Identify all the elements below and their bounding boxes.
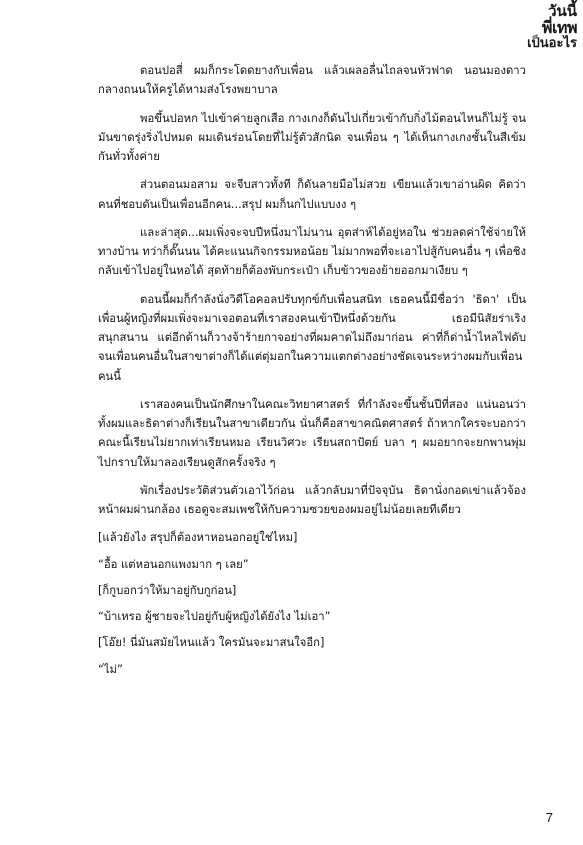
logo-line-3: เป็นอะไร (527, 36, 577, 51)
dialogue-line: “บ้าเหรอ ผู้ชายจะไปอยู่กับผู้หญิงได้ยังไง ไม่เอา” (98, 610, 331, 623)
logo-line-1: วันนี้ (548, 2, 577, 20)
dialogue-line: “ไม่” (98, 662, 123, 676)
dialogue-line: [แล้วยังไง สรุปก็ต้องหาหอนอกอยู่ใช่ไหม] (98, 531, 298, 545)
dialogue-line: [โอ๊ย! นี่มันสมัยไหนแล้ว ใครมันจะมาสนใจอีก] (98, 636, 325, 650)
dialogue-line: “อื้อ แต่หอนอกแพงมาก ๆ เลย” (98, 557, 249, 571)
dialogue-line: [ก็กูบอกว่าให้มาอยู่กับกูก่อน] (98, 583, 237, 597)
logo-line-2: พี่เทพ (541, 18, 577, 37)
paragraph: เราสองคนเป็นนักศึกษาในคณะวิทยาศาสตร์ ที่กำลังจะขึ้นชั้นปีที่สอง แน่นอนว่าทั้งผมและธิดาต่างก็เรียนในสาขาเดียวกัน นั่นก็คือสาขาคณิตศาสตร์ ถ้าหากใครจะบอกว่าคณะนี้เรียนไม่ยากเท่าเรียนหมอ เรียนวิศวะ เรียนสถาปัตย์ บลา ๆ ผมอยากจะยกพานพุ่มไปกราบให้มาลองเรียนดูสักครั้งจริง ๆ (98, 397, 526, 469)
paragraph: ตอนปอสี่ ผมก็กระโดดยางกับเพื่อน แล้วเผลอลื่นไถลจนหัวฟาด นอนมองดาวกลางถนนให้ครูได้หามส่งโรงพยาบาล (98, 64, 526, 97)
paragraph: ตอนนี้ผมก็กำลังนั่งวิดีโอคอลปรับทุกข์กับเพื่อนสนิท เธอคนนี้มีชื่อว่า 'ธิดา' เป็นเพื่อนผู้หญิงที่ผมเพิ่งจะมาเจอตอนที่เราสองคนเข้าปีหนึ่งด้วยกัน เธอมีนิสัยร่าเริง สนุกสนาน แต่อีกด้านก็วางจ้าร้ายกาจอย่างที่ผมคาดไม่ถึงมาก่อน ค่าที่ก็ด่าน้ำไหลไฟดับ จนเพื่อนคนอื่นในสาขาต่างก็ได้แต่ตุ่มอกในความแตกต่างอย่างชัดเจนระหว่างผมกับเพื่อนคนนี้ (98, 292, 526, 383)
paragraph: พอขึ้นปอหก ไปเข้าค่ายลูกเสือ กางเกงก็ดันไปเกี่ยวเข้ากับกิ่งไม้ตอนไหนก็ไม่รู้ จนมันขาดรุ่งริ่งไปหมด ผมเดินร่อนโดยที่ไม่รู้ตัวสักนิด จนเพื่อน ๆ ได้เห็นกางเกงชั้นในสีเข้มกันทั่วทั้งค่าย (98, 111, 526, 163)
book-logo (509, 2, 577, 58)
paragraph: ส่วนตอนมอสาม จะจีบสาวทั้งที ก็ดันลายมือไม่สวย เขียนแล้วเขาอ่านผิด คิดว่าคนที่ชอบดันเป็นเพื่อนอีกคน...สรุป ผมก็นกไปแบบงง ๆ (98, 178, 526, 211)
page-body (98, 61, 526, 686)
paragraph: และล่าสุด...ผมเพิ่งจะจบปีหนึ่งมาไม่นาน อุตส่าห์ได้อยู่หอใน ช่วยลดค่าใช้จ่ายให้ทางบ้าน ทว่าก็ดั๊นนน ได้คะแนนกิจกรรมหอน้อย ไม่มากพอที่จะเอาไปสู้กับคนอื่น ๆ เพื่อชิงกลับเข้าไปอยู่ในหอได้ สุดท้ายก็ต้องพับกระเป๋า เก็บข้าวของย้ายออกมาเงียบ ๆ (98, 225, 526, 278)
page-number: 7 (545, 810, 553, 825)
paragraph: พักเรื่องประวัติส่วนตัวเอาไว้ก่อน แล้วกลับมาที่ปัจจุบัน ธิดานั่งกอดเข่าแล้วจ้องหน้าผมผ่านกล้อง เธอดูจะสมเพชให้กับความซวยของผมอยู่ไม่น้อยเลยทีเดียว (98, 483, 526, 516)
